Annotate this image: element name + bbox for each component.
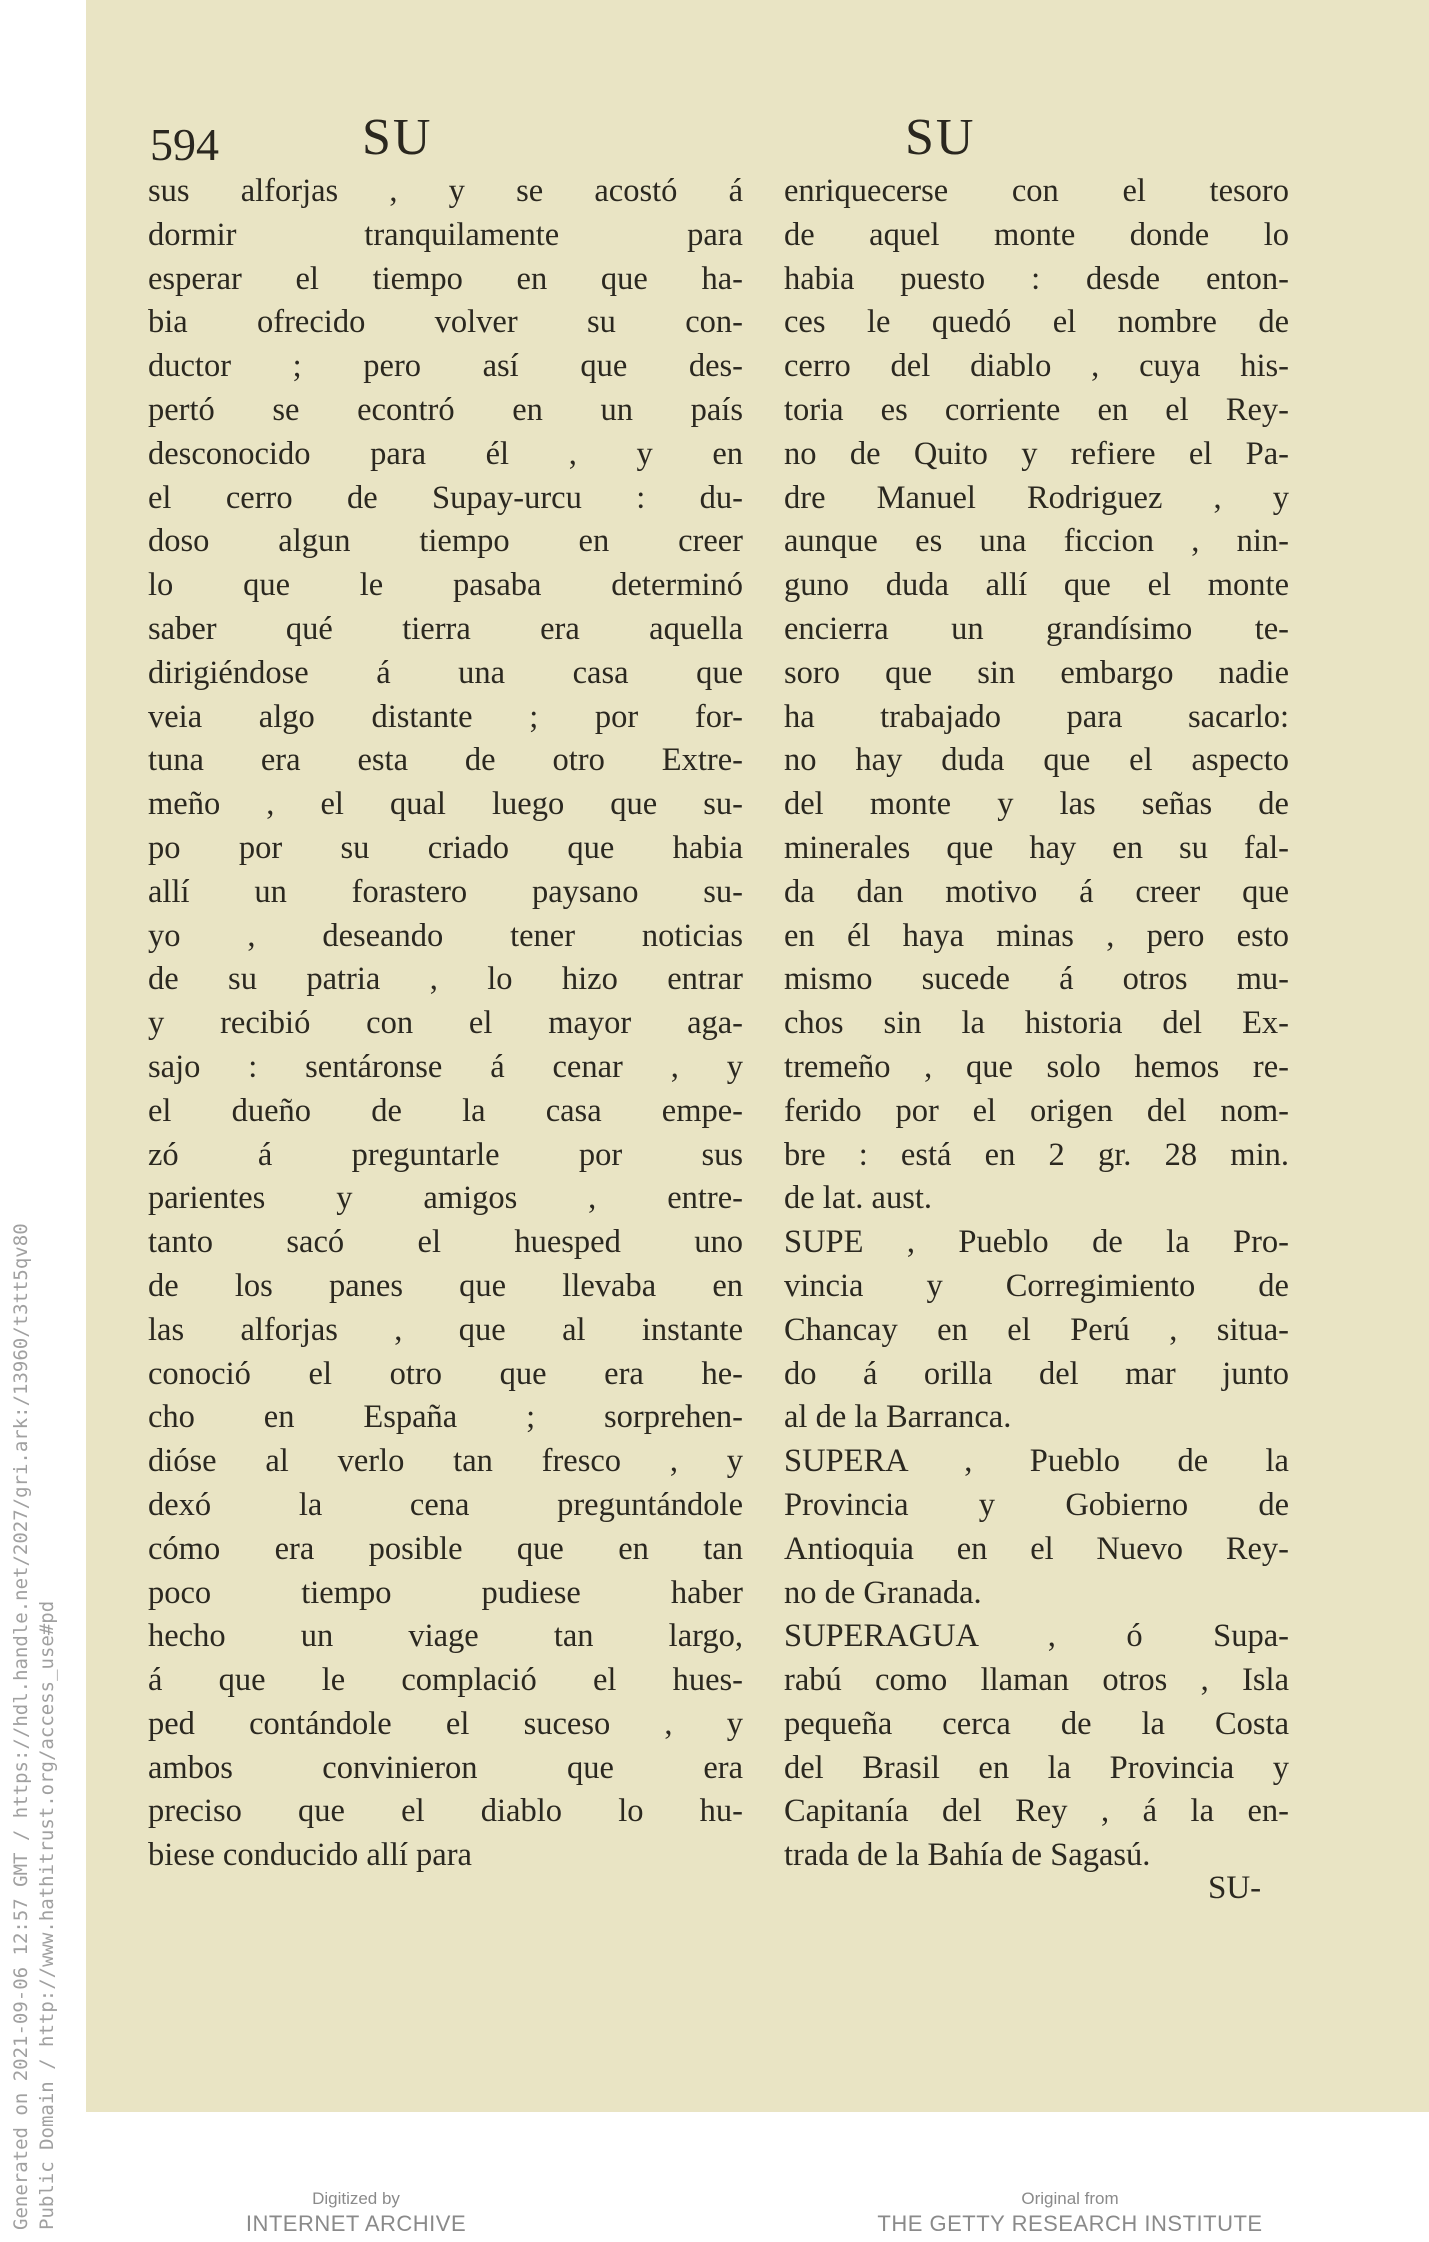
text-line: bia ofrecido volver su con- <box>148 304 743 341</box>
left-text-column <box>148 170 743 1878</box>
text-line: parientes y amigos , entre- <box>148 1180 743 1217</box>
text-line: SUPERAGUA , ó Supa- <box>784 1618 1289 1655</box>
digitized-by-label: Digitized by <box>312 2189 400 2208</box>
text-line: minerales que hay en su fal- <box>784 829 1289 866</box>
text-line: habia puesto : desde enton- <box>784 260 1289 297</box>
text-line: esperar el tiempo en que ha- <box>148 260 743 297</box>
text-line: ferido por el origen del nom- <box>784 1092 1289 1129</box>
text-line: desconocido para él , y en <box>148 435 743 472</box>
text-line: poco tiempo pudiese haber <box>148 1574 743 1611</box>
text-line: tremeño , que solo hemos re- <box>784 1048 1289 1085</box>
text-line: zó á preguntarle por sus <box>148 1136 743 1173</box>
running-head-left: SU <box>362 109 433 166</box>
text-line: dióse al verlo tan fresco , y <box>148 1443 743 1480</box>
right-text-column <box>784 170 1289 1878</box>
text-line: trada de la Bahía de Sagasú. <box>784 1837 1151 1874</box>
text-line: ped contándole el suceso , y <box>148 1705 743 1742</box>
text-line: á que le complació el hues- <box>148 1662 743 1699</box>
hathitrust-margin-note <box>8 1223 60 2230</box>
text-line: ductor ; pero así que des- <box>148 348 743 385</box>
text-line: SUPERA , Pueblo de la <box>784 1443 1289 1480</box>
running-head-right: SU <box>905 109 976 166</box>
text-line: dexó la cena preguntándole <box>148 1486 743 1523</box>
text-line: el dueño de la casa empe- <box>148 1092 743 1129</box>
text-line: veia algo distante ; por for- <box>148 698 743 735</box>
text-line: pequeña cerca de la Costa <box>784 1705 1289 1742</box>
text-line: lo que le pasaba determinó <box>148 567 743 604</box>
text-line: mismo sucede á otros mu- <box>784 961 1289 998</box>
text-line: sus alforjas , y se acostó á <box>148 173 743 209</box>
text-line: no hay duda que el aspecto <box>784 742 1289 779</box>
text-line: de lat. aust. <box>784 1180 933 1217</box>
text-line: Antioquia en el Nuevo Rey- <box>784 1530 1289 1567</box>
text-line: conoció el otro que era he- <box>148 1355 743 1392</box>
text-line: rabú como llaman otros , Isla <box>784 1662 1289 1699</box>
text-line: dre Manuel Rodriguez , y <box>784 479 1289 516</box>
text-line: Chancay en el Perú , situa- <box>784 1311 1289 1348</box>
text-line: cerro del diablo , cuya his- <box>784 348 1289 385</box>
text-line: no de Granada. <box>784 1574 982 1611</box>
text-line: cho en España ; sorprehen- <box>148 1399 743 1436</box>
catchword: SU- <box>1208 1870 1262 1906</box>
text-line: guno duda allí que el monte <box>784 567 1289 604</box>
text-line: chos sin la historia del Ex- <box>784 1005 1289 1042</box>
text-line: en él haya minas , pero esto <box>784 917 1289 954</box>
text-line: yo , deseando tener noticias <box>148 917 743 954</box>
text-line: dirigiéndose á una casa que <box>148 654 743 691</box>
margin-note-line-1: Generated on 2021-09-06 12:57 GMT / https://hdl.handle.net/2027/gri.ark:/13960/t3tt5qv80 <box>10 1223 32 2230</box>
text-line: SUPE , Pueblo de la Pro- <box>784 1224 1289 1261</box>
text-line: Provincia y Gobierno de <box>784 1486 1289 1523</box>
text-line: allí un forastero paysano su- <box>148 873 743 910</box>
text-line: no de Quito y refiere el Pa- <box>784 435 1289 472</box>
text-line: del monte y las señas de <box>784 786 1289 823</box>
text-line: saber qué tierra era aquella <box>148 610 743 647</box>
text-line: el cerro de Supay-urcu : du- <box>148 479 743 516</box>
text-line: dormir tranquilamente para <box>148 216 743 253</box>
margin-note-line-2: Public Domain / http://www.hathitrust.org/access_use#pd <box>36 1600 58 2230</box>
text-line: las alforjas , que al instante <box>148 1311 743 1348</box>
text-line: po por su criado que habia <box>148 829 743 866</box>
footer-digitized-by <box>226 2188 486 2238</box>
text-line: bre : está en 2 gr. 28 min. <box>784 1136 1289 1173</box>
text-line: enriquecerse con el tesoro <box>784 173 1289 209</box>
text-line: hecho un viage tan largo, <box>148 1618 743 1655</box>
getty-label: THE GETTY RESEARCH INSTITUTE <box>877 2211 1263 2236</box>
text-line: pertó se econtró en un país <box>148 391 743 428</box>
text-line: al de la Barranca. <box>784 1399 1012 1436</box>
text-line: cómo era posible que en tan <box>148 1530 743 1567</box>
text-line: tanto sacó el huesped uno <box>148 1224 743 1261</box>
text-line: aunque es una ficcion , nin- <box>784 523 1289 560</box>
text-line: encierra un grandísimo te- <box>784 610 1289 647</box>
text-line: doso algun tiempo en creer <box>148 523 743 560</box>
text-line: preciso que el diablo lo hu- <box>148 1793 743 1830</box>
text-line: vincia y Corregimiento de <box>784 1267 1289 1304</box>
text-line: ces le quedó el nombre de <box>784 304 1289 341</box>
internet-archive-label: INTERNET ARCHIVE <box>245 2211 467 2236</box>
text-line: de su patria , lo hizo entrar <box>148 961 743 998</box>
text-line: sajo : sentáronse á cenar , y <box>148 1048 743 1085</box>
page-number: 594 <box>150 119 219 170</box>
text-line: ambos convinieron que era <box>148 1749 743 1786</box>
text-line: y recibió con el mayor aga- <box>148 1005 743 1042</box>
text-line: meño , el qual luego que su- <box>148 786 743 823</box>
footer-original-from <box>870 2188 1270 2238</box>
text-line: da dan motivo á creer que <box>784 873 1289 910</box>
text-line: de aquel monte donde lo <box>784 216 1289 253</box>
text-line: Capitanía del Rey , á la en- <box>784 1793 1289 1830</box>
text-line: de los panes que llevaba en <box>148 1267 743 1304</box>
text-line: soro que sin embargo nadie <box>784 654 1289 691</box>
text-line: tuna era esta de otro Extre- <box>148 742 743 779</box>
text-line: del Brasil en la Provincia y <box>784 1749 1289 1786</box>
text-line: toria es corriente en el Rey- <box>784 391 1289 428</box>
text-line: ha trabajado para sacarlo: <box>784 698 1289 735</box>
text-line: do á orilla del mar junto <box>784 1355 1289 1392</box>
text-line: biese conducido allí para <box>148 1837 472 1874</box>
original-from-label: Original from <box>1021 2189 1119 2208</box>
